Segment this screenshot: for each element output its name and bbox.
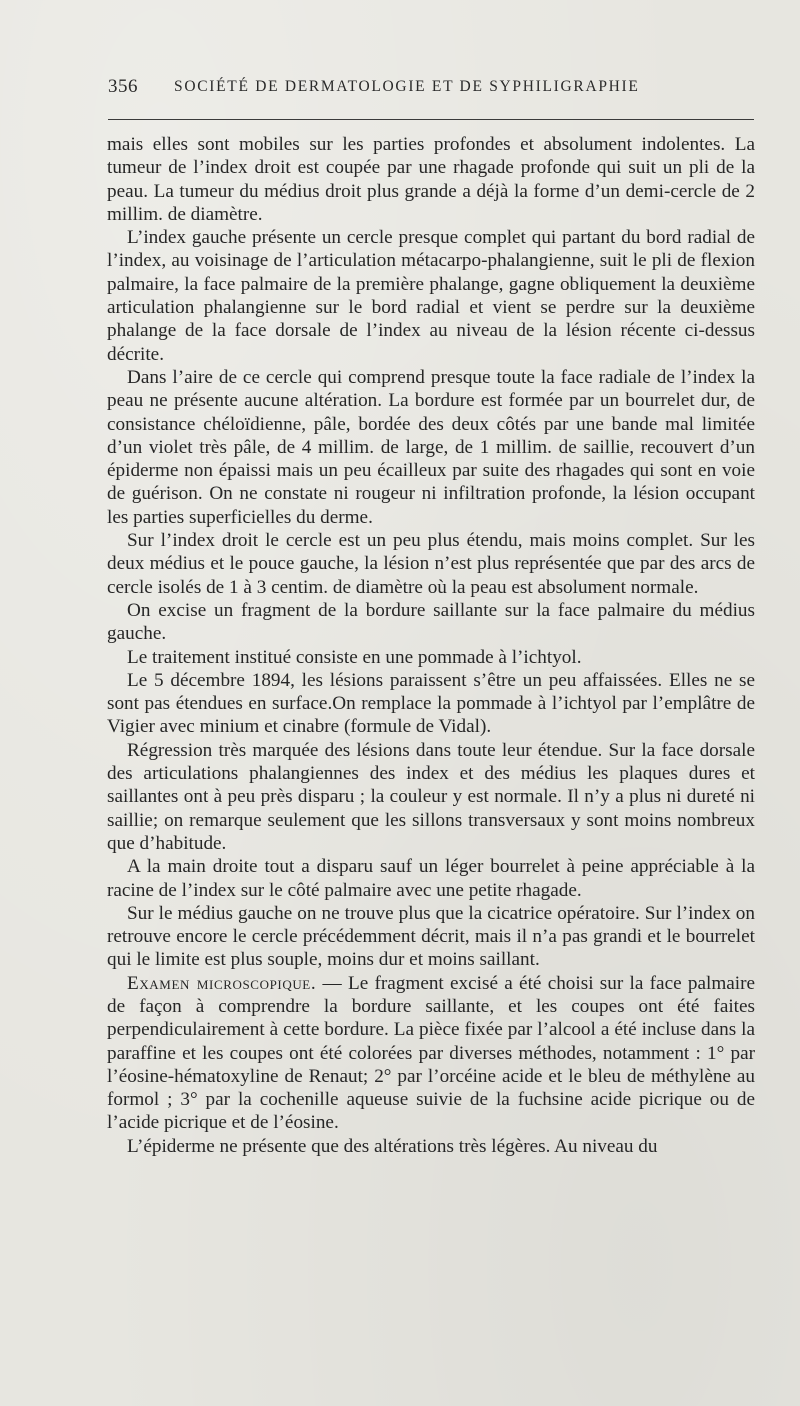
- running-head: SOCIÉTÉ DE DERMATOLOGIE ET DE SYPHILIGRAPHIE: [174, 78, 640, 95]
- paragraph: Le 5 décembre 1894, les lésions paraissent s’être un peu affaissées. Elles ne se sont pas étendues en surface.On remplace la pommade à l’ichtyol par l’emplâtre de Vigier avec minium et cinabre (formule de Vidal).: [107, 669, 755, 738]
- paragraph: L’index gauche présente un cercle presque complet qui partant du bord radial de l’index, au voisinage de l’articulation métacarpo-phalangienne, suit le pli de flexion palmaire, la face palmaire de la première phalange, gagne obliquement la deuxième articulation phalangienne sur le bord radial et vient se perdre sur la deuxième phalange de la face dorsale de l’index au niveau de la lésion récente ci-dessus décrite.: [107, 227, 755, 365]
- page-number: 356: [108, 76, 138, 97]
- exam-heading: Examen microscopique.: [127, 972, 317, 994]
- body-text: [107, 133, 755, 1158]
- paragraph: Sur le médius gauche on ne trouve plus que la cicatrice opératoire. Sur l’index on retrouve encore le cercle précédemment décrit, mais il n’a pas grandi et le bourrelet qui le limite est plus souple, moins dur et moins saillant.: [107, 902, 755, 971]
- paragraph: A la main droite tout a disparu sauf un léger bourrelet à peine appréciable à la racine de l’index sur le côté palmaire avec une petite rhagade.: [107, 856, 755, 901]
- exam-text: — Le fragment excisé a été choisi sur la face palmaire de façon à comprendre la bordure saillante, et les coupes ont été faites perpendiculairement à cette bordure. La pièce fixée par l’alcool a été incluse dans la paraffine et les coupes ont été colorées par diverses méthodes, notamment : 1° par l’éosine-hématoxyline de Renaut; 2° par l’orcéine acide et le bleu de méthylène au formol ; 3° par la cochenille aqueuse suivie de la fuchsine acide picrique ou de l’acide picrique et de l’éosine.: [107, 972, 756, 1134]
- paragraph: Régression très marquée des lésions dans toute leur étendue. Sur la face dorsale des articulations phalangiennes des index et des médius les plaques dures et saillantes ont à peu près disparu ; la couleur y est normale. Il n’y a plus ni dureté ni saillie; on remarque seulement que les sillons transversaux y sont moins nombreux que d’habitude.: [107, 739, 755, 854]
- paragraph: mais elles sont mobiles sur les parties profondes et absolument indolentes. La tumeur de l’index droit est coupée par une rhagade profonde qui suit un pli de la peau. La tumeur du médius droit plus grande a déjà la forme d’un demi-cercle de 2 millim. de diamètre.: [107, 134, 755, 225]
- page-header: [108, 76, 754, 104]
- paragraph: Sur l’index droit le cercle est un peu plus étendu, mais moins complet. Sur les deux médius et le pouce gauche, la lésion n’est plus représentée que par des arcs de cercle isolés de 1 à 3 centim. de diamètre où la peau est absolument normale.: [107, 530, 755, 598]
- exam-paragraph: [107, 972, 755, 1135]
- paragraph: L’épiderme ne présente que des altérations très légères. Au niveau du: [127, 1135, 658, 1157]
- paragraph: Dans l’aire de ce cercle qui comprend presque toute la face radiale de l’index la peau ne présente aucune altération. La bordure est formée par un bourrelet dur, de consistance chéloïdienne, pâle, bordée des deux côtés par une bande mal limitée d’un violet très pâle, de 4 millim. de large, de 1 millim. de saillie, recouvert d’un épiderme non épaissi mais un peu écailleux par suite des rhagades qui sont en voie de guérison. On ne constate ni rougeur ni infiltration profonde, la lésion occupant les parties superficielles du derme.: [107, 366, 755, 528]
- header-rule: [108, 119, 754, 120]
- paragraph: Le traitement institué consiste en une pommade à l’ichtyol.: [127, 646, 582, 668]
- paragraph: On excise un fragment de la bordure saillante sur la face palmaire du médius gauche.: [107, 599, 755, 645]
